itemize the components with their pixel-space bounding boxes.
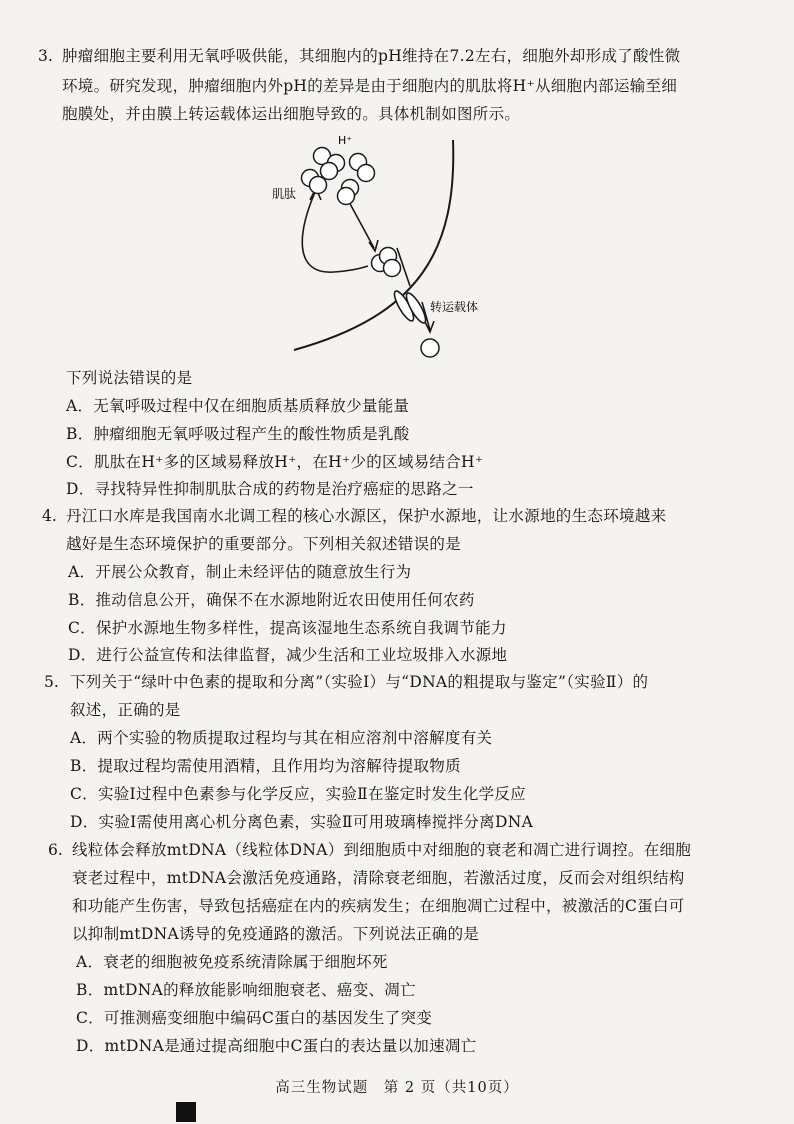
page-footer: 高三生物试题 第 2 页（共10页） bbox=[275, 1080, 519, 1096]
question-stem-line: 以抑制mtDNA诱导的免疫通路的激活。下列说法正确的是 bbox=[72, 925, 480, 943]
question-stem-line: 和功能产生伤害，导致包括癌症在内的疾病发生；在细胞凋亡过程中，被激活的C蛋白可 bbox=[72, 897, 685, 915]
option-a: A．无氧呼吸过程中仅在细胞质基质释放少量能量 bbox=[66, 397, 410, 415]
option-a: A．开展公众教育，制止未经评估的随意放生行为 bbox=[68, 563, 412, 581]
label-transport-carrier: 转运载体 bbox=[430, 300, 479, 314]
label-h-plus: H⁺ bbox=[338, 134, 353, 147]
option-b: B．mtDNA的释放能影响细胞衰老、癌变、凋亡 bbox=[76, 981, 416, 999]
option-a: A．衰老的细胞被免疫系统清除属于细胞坏死 bbox=[76, 953, 388, 971]
option-b: B．推动信息公开，确保不在水源地附近农田使用任何农药 bbox=[68, 591, 475, 609]
question-stem-line: 叙述，正确的是 bbox=[70, 701, 181, 719]
question-stem-line: 丹江口水库是我国南水北调工程的核心水源区，保护水源地，让水源地的生态环境越来 bbox=[66, 507, 667, 525]
question-stem-line: 胞膜处，并由膜上转运载体运出细胞导致的。具体机制如图所示。 bbox=[62, 105, 521, 123]
carnosine-proton-transport-diagram bbox=[270, 130, 510, 365]
question-number: 4. bbox=[42, 507, 57, 525]
option-d: D．进行公益宣传和法律监督，减少生活和工业垃圾排入水源地 bbox=[68, 646, 508, 664]
option-d: D．实验Ⅰ需使用离心机分离色素，实验Ⅱ可用玻璃棒搅拌分离DNA bbox=[70, 813, 534, 831]
option-b: B．肿瘤细胞无氧呼吸过程产生的酸性物质是乳酸 bbox=[66, 425, 410, 443]
question-stem-line: 越好是生态环境保护的重要部分。下列相关叙述错误的是 bbox=[66, 535, 462, 553]
option-c: C．保护水源地生物多样性，提高该湿地生态系统自我调节能力 bbox=[68, 619, 507, 637]
question-stem-line: 环境。研究发现，肿瘤细胞内外pH的差异是由于细胞内的肌肽将H⁺从细胞内部运输至细 bbox=[62, 77, 678, 95]
option-d: D．寻找特异性抑制肌肽合成的药物是治疗癌症的思路之一 bbox=[66, 480, 474, 498]
question-number: 6. bbox=[48, 841, 63, 859]
question-number: 5. bbox=[44, 673, 59, 691]
option-c: C．可推测癌变细胞中编码C蛋白的基因发生了突变 bbox=[76, 1009, 433, 1027]
question-stem-line: 下列关于“绿叶中色素的提取和分离”（实验Ⅰ）与“DNA的粗提取与鉴定”（实验Ⅱ）的 bbox=[70, 673, 649, 691]
option-c: C．实验Ⅰ过程中色素参与化学反应，实验Ⅱ在鉴定时发生化学反应 bbox=[70, 785, 527, 803]
question-stem-line: 衰老过程中，mtDNA会激活免疫通路，清除衰老细胞，若激活过度，反而会对组织结构 bbox=[72, 869, 685, 887]
option-c: C．肌肽在H⁺多的区域易释放H⁺，在H⁺少的区域易结合H⁺ bbox=[66, 453, 484, 471]
question-stem-line: 肿瘤细胞主要利用无氧呼吸供能，其细胞内的pH维持在7.2左右，细胞外却形成了酸性微 bbox=[62, 47, 681, 65]
option-b: B．提取过程均需使用酒精，且作用均为溶解待提取物质 bbox=[70, 757, 461, 775]
option-d: D．mtDNA是通过提高细胞中C蛋白的表达量以加速凋亡 bbox=[76, 1037, 477, 1055]
label-carnosine: 肌肽 bbox=[272, 187, 297, 201]
question-stem-line: 线粒体会释放mtDNA（线粒体DNA）到细胞质中对细胞的衰老和凋亡进行调控。在细胞 bbox=[72, 841, 692, 859]
option-a: A．两个实验的物质提取过程均与其在相应溶剂中溶解度有关 bbox=[70, 729, 493, 747]
question-number: 3. bbox=[38, 47, 53, 65]
question-prompt: 下列说法错误的是 bbox=[66, 369, 193, 387]
scan-registration-mark bbox=[176, 1102, 196, 1122]
